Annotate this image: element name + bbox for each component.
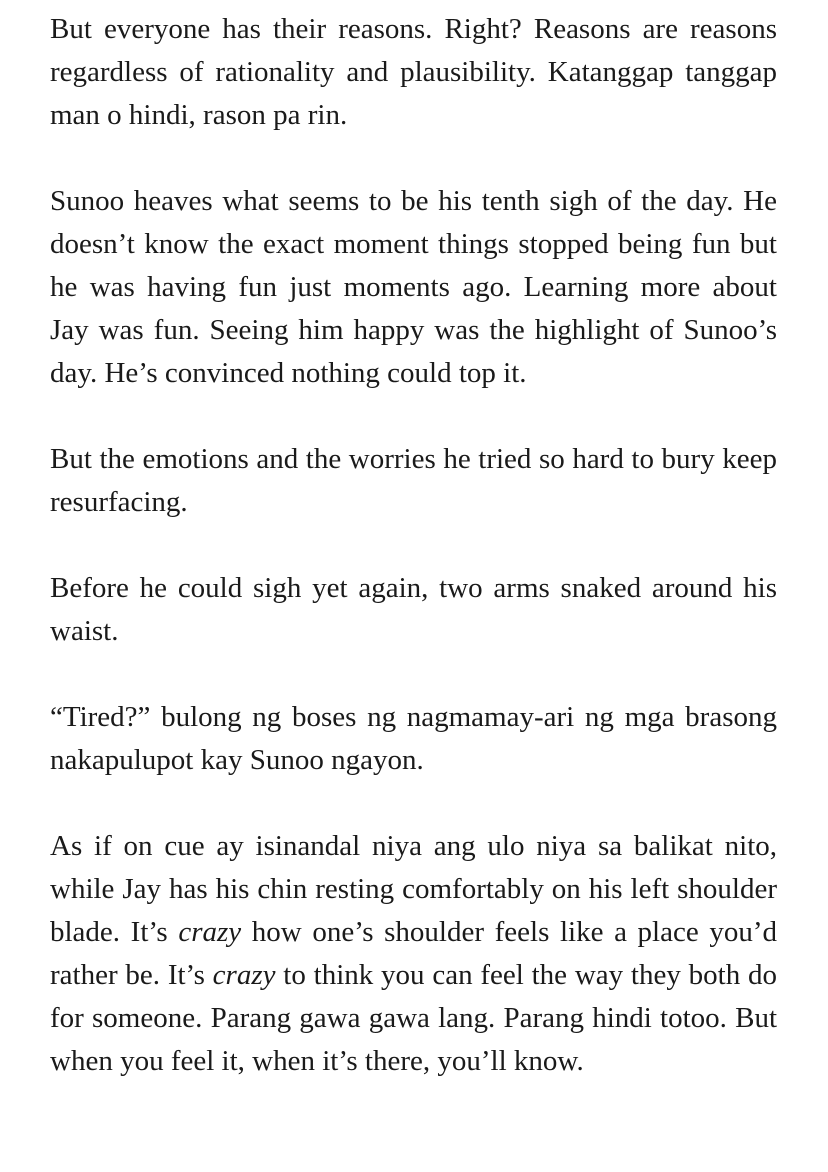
text-run: to think you can feel the way they both do for someone. Parang gawa gawa lang. Parang hindi totoo. But when you feel it, when it’s there, you’ll know. (50, 959, 777, 1077)
text-run: As if on cue ay isinandal niya ang ulo niya sa balikat nito, while Jay has his chin resting comfortably on his left shoulder blade. It’s (50, 830, 777, 948)
paragraph (50, 696, 777, 782)
text-run: But everyone has their reasons. Right? Reasons are reasons regardless of rationality and plausibility. Katanggap tanggap man o hindi, rason pa rin. (50, 13, 777, 131)
paragraph (50, 438, 777, 524)
text-run: Sunoo heaves what seems to be his tenth sigh of the day. He doesn’t know the exact moment things stopped being fun but he was having fun just moments ago. Learning more about Jay was fun. Seeing him happy was the highlight of Sunoo’s day. He’s convinced nothing could top it. (50, 185, 777, 389)
text-run: But the emotions and the worries he tried so hard to bury keep resurfacing. (50, 443, 777, 518)
italic-text-run: crazy (178, 916, 242, 948)
text-run: “Tired?” bulong ng boses ng nagmamay-ari ng mga brasong nakapulupot kay Sunoo ngayon. (50, 701, 777, 776)
story-text (50, 8, 777, 1083)
text-run: Before he could sigh yet again, two arms snaked around his waist. (50, 572, 777, 647)
paragraph (50, 180, 777, 395)
paragraph (50, 567, 777, 653)
paragraph (50, 825, 777, 1083)
paragraph (50, 8, 777, 137)
italic-text-run: crazy (212, 959, 276, 991)
text-run: how one’s shoulder feels like a place you’d rather be. It’s (50, 916, 777, 991)
